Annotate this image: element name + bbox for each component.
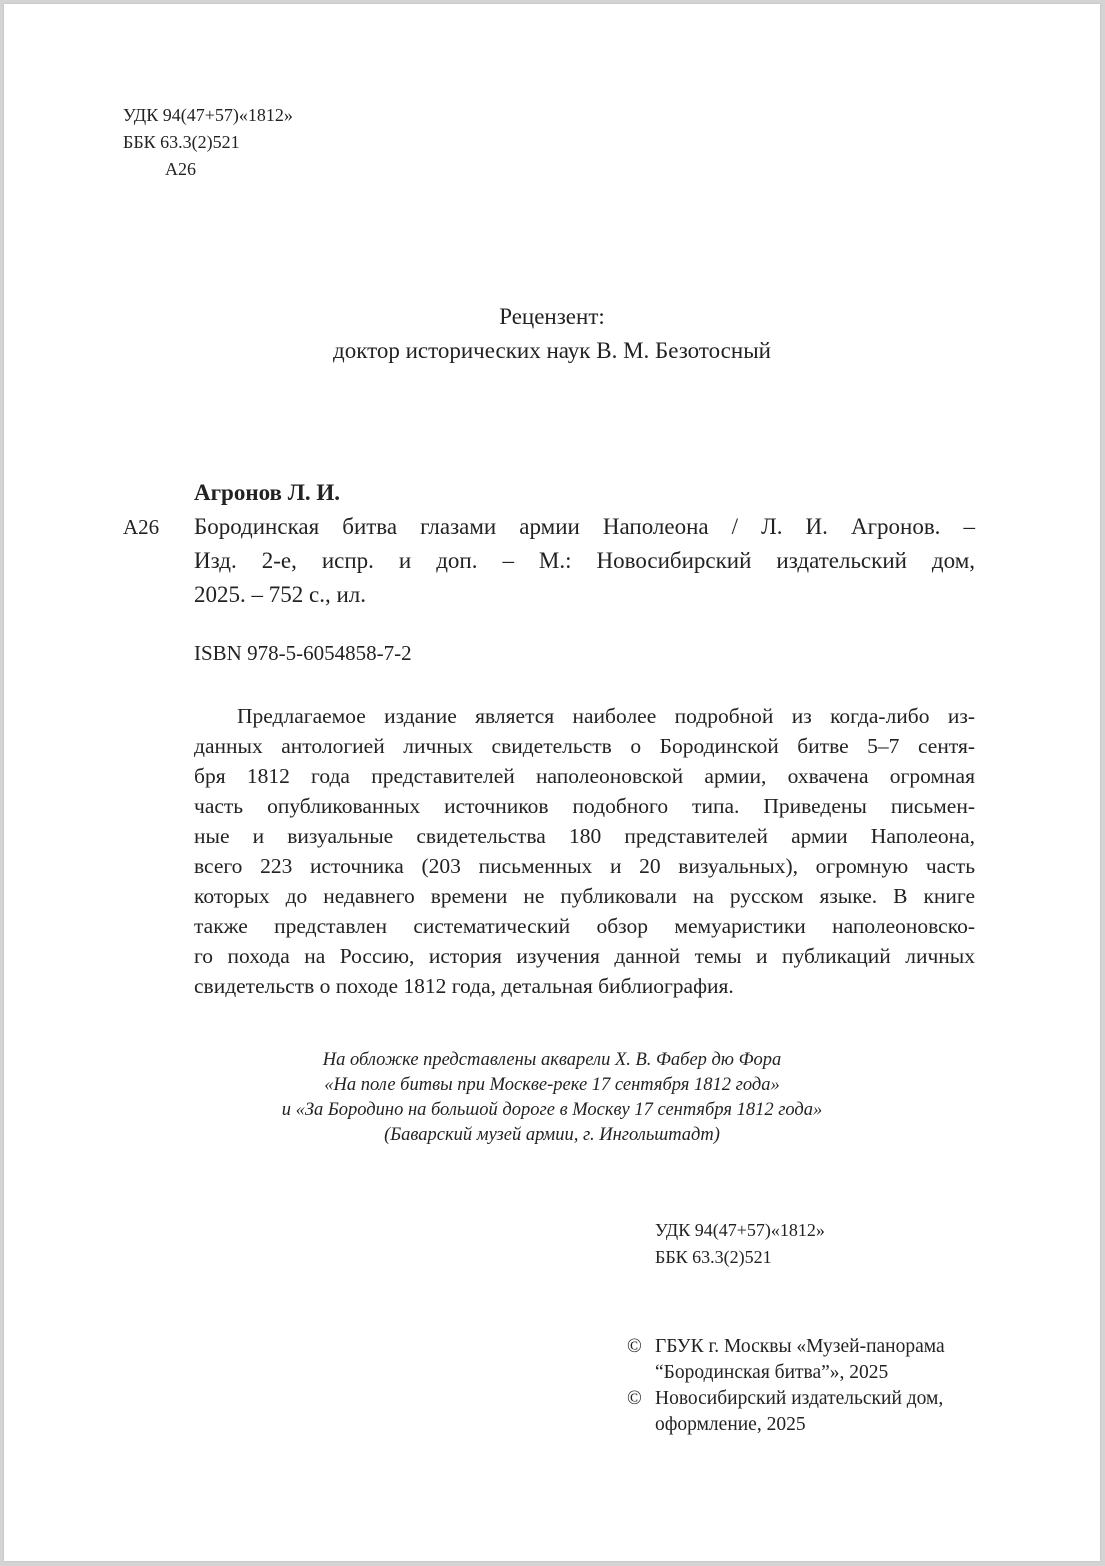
book-imprint-page: [4, 4, 1100, 1561]
record-line: 2025. – 752 с., ил.: [194, 582, 366, 607]
bbk-code: ББК 63.3(2)521: [123, 132, 240, 152]
bbk-code: ББК 63.3(2)521: [655, 1247, 772, 1267]
copyright-icon: ©: [627, 1336, 642, 1357]
author-mark: А26: [165, 159, 196, 179]
classification-block-top: [123, 102, 293, 183]
annotation-line: го похода на Россию, история изучения данной темы и публикаций личных: [194, 944, 975, 968]
annotation-line: свидетельств о походе 1812 года, детальная библиография.: [194, 974, 734, 998]
copyright-line: ГБУК г. Москвы «Музей-панорама: [655, 1336, 945, 1357]
annotation-line: Предлагаемое издание является наиболее подробной из когда-либо из-: [237, 704, 975, 728]
author-heading: Агронов Л. И.: [194, 480, 340, 505]
annotation-line: бря 1812 года представителей наполеоновской армии, охвачена огромная: [194, 764, 975, 788]
copyright-entry: [627, 1334, 945, 1386]
copyright-icon: ©: [627, 1388, 642, 1409]
copyright-line: “Бородинская битва”», 2025: [655, 1362, 889, 1383]
record-line: Бородинская битва глазами армии Наполеона / Л. И. Агронов. –: [194, 514, 975, 539]
annotation-line: ные и визуальные свидетельства 180 представителей армии Наполеона,: [194, 824, 975, 848]
isbn: ISBN 978-5-6054858-7-2: [194, 641, 412, 665]
annotation-line: часть опубликованных источников подобного типа. Приведены письмен-: [194, 794, 975, 818]
copyright-line: Новосибирский издательский дом,: [655, 1388, 944, 1409]
copyright-line: оформление, 2025: [655, 1414, 806, 1435]
cover-note-line: «На поле битвы при Москве-реке 17 сентября 1812 года»: [324, 1075, 780, 1095]
cover-note-line: На обложке представлены акварели Х. В. Фабер дю Фора: [322, 1050, 782, 1070]
reviewer-block: [4, 300, 1100, 368]
annotation-line: данных антологией личных свидетельств о Бородинской битве 5–7 сентя-: [194, 734, 975, 758]
annotation-paragraph: [194, 701, 975, 1001]
udk-code: УДК 94(47+57)«1812»: [655, 1220, 825, 1240]
cover-note-line: (Баварский музей армии, г. Ингольштадт): [384, 1125, 720, 1145]
bibliographic-record: [123, 476, 975, 612]
copyright-entry: [627, 1386, 945, 1438]
record-description: [194, 510, 975, 612]
record-author-mark: А26: [123, 515, 160, 539]
reviewer-label: Рецензент:: [499, 304, 605, 329]
udk-code: УДК 94(47+57)«1812»: [123, 105, 293, 125]
record-line: Изд. 2-е, испр. и доп. – М.: Новосибирский издательский дом,: [194, 548, 975, 573]
copyright-block: [627, 1334, 945, 1438]
annotation-line: которых до недавнего времени не публиковали на русском языке. В книге: [194, 884, 975, 908]
reviewer-name: доктор исторических наук В. М. Безотосный: [333, 338, 771, 363]
classification-block-bottom: [655, 1217, 825, 1271]
cover-illustration-note: [4, 1048, 1100, 1148]
annotation-line: также представлен систематический обзор мемуаристики наполеоновско-: [194, 914, 975, 938]
cover-note-line: и «За Бородино на большой дороге в Москву 17 сентября 1812 года»: [281, 1100, 823, 1120]
annotation-line: всего 223 источника (203 письменных и 20 визуальных), огромную часть: [194, 854, 975, 878]
